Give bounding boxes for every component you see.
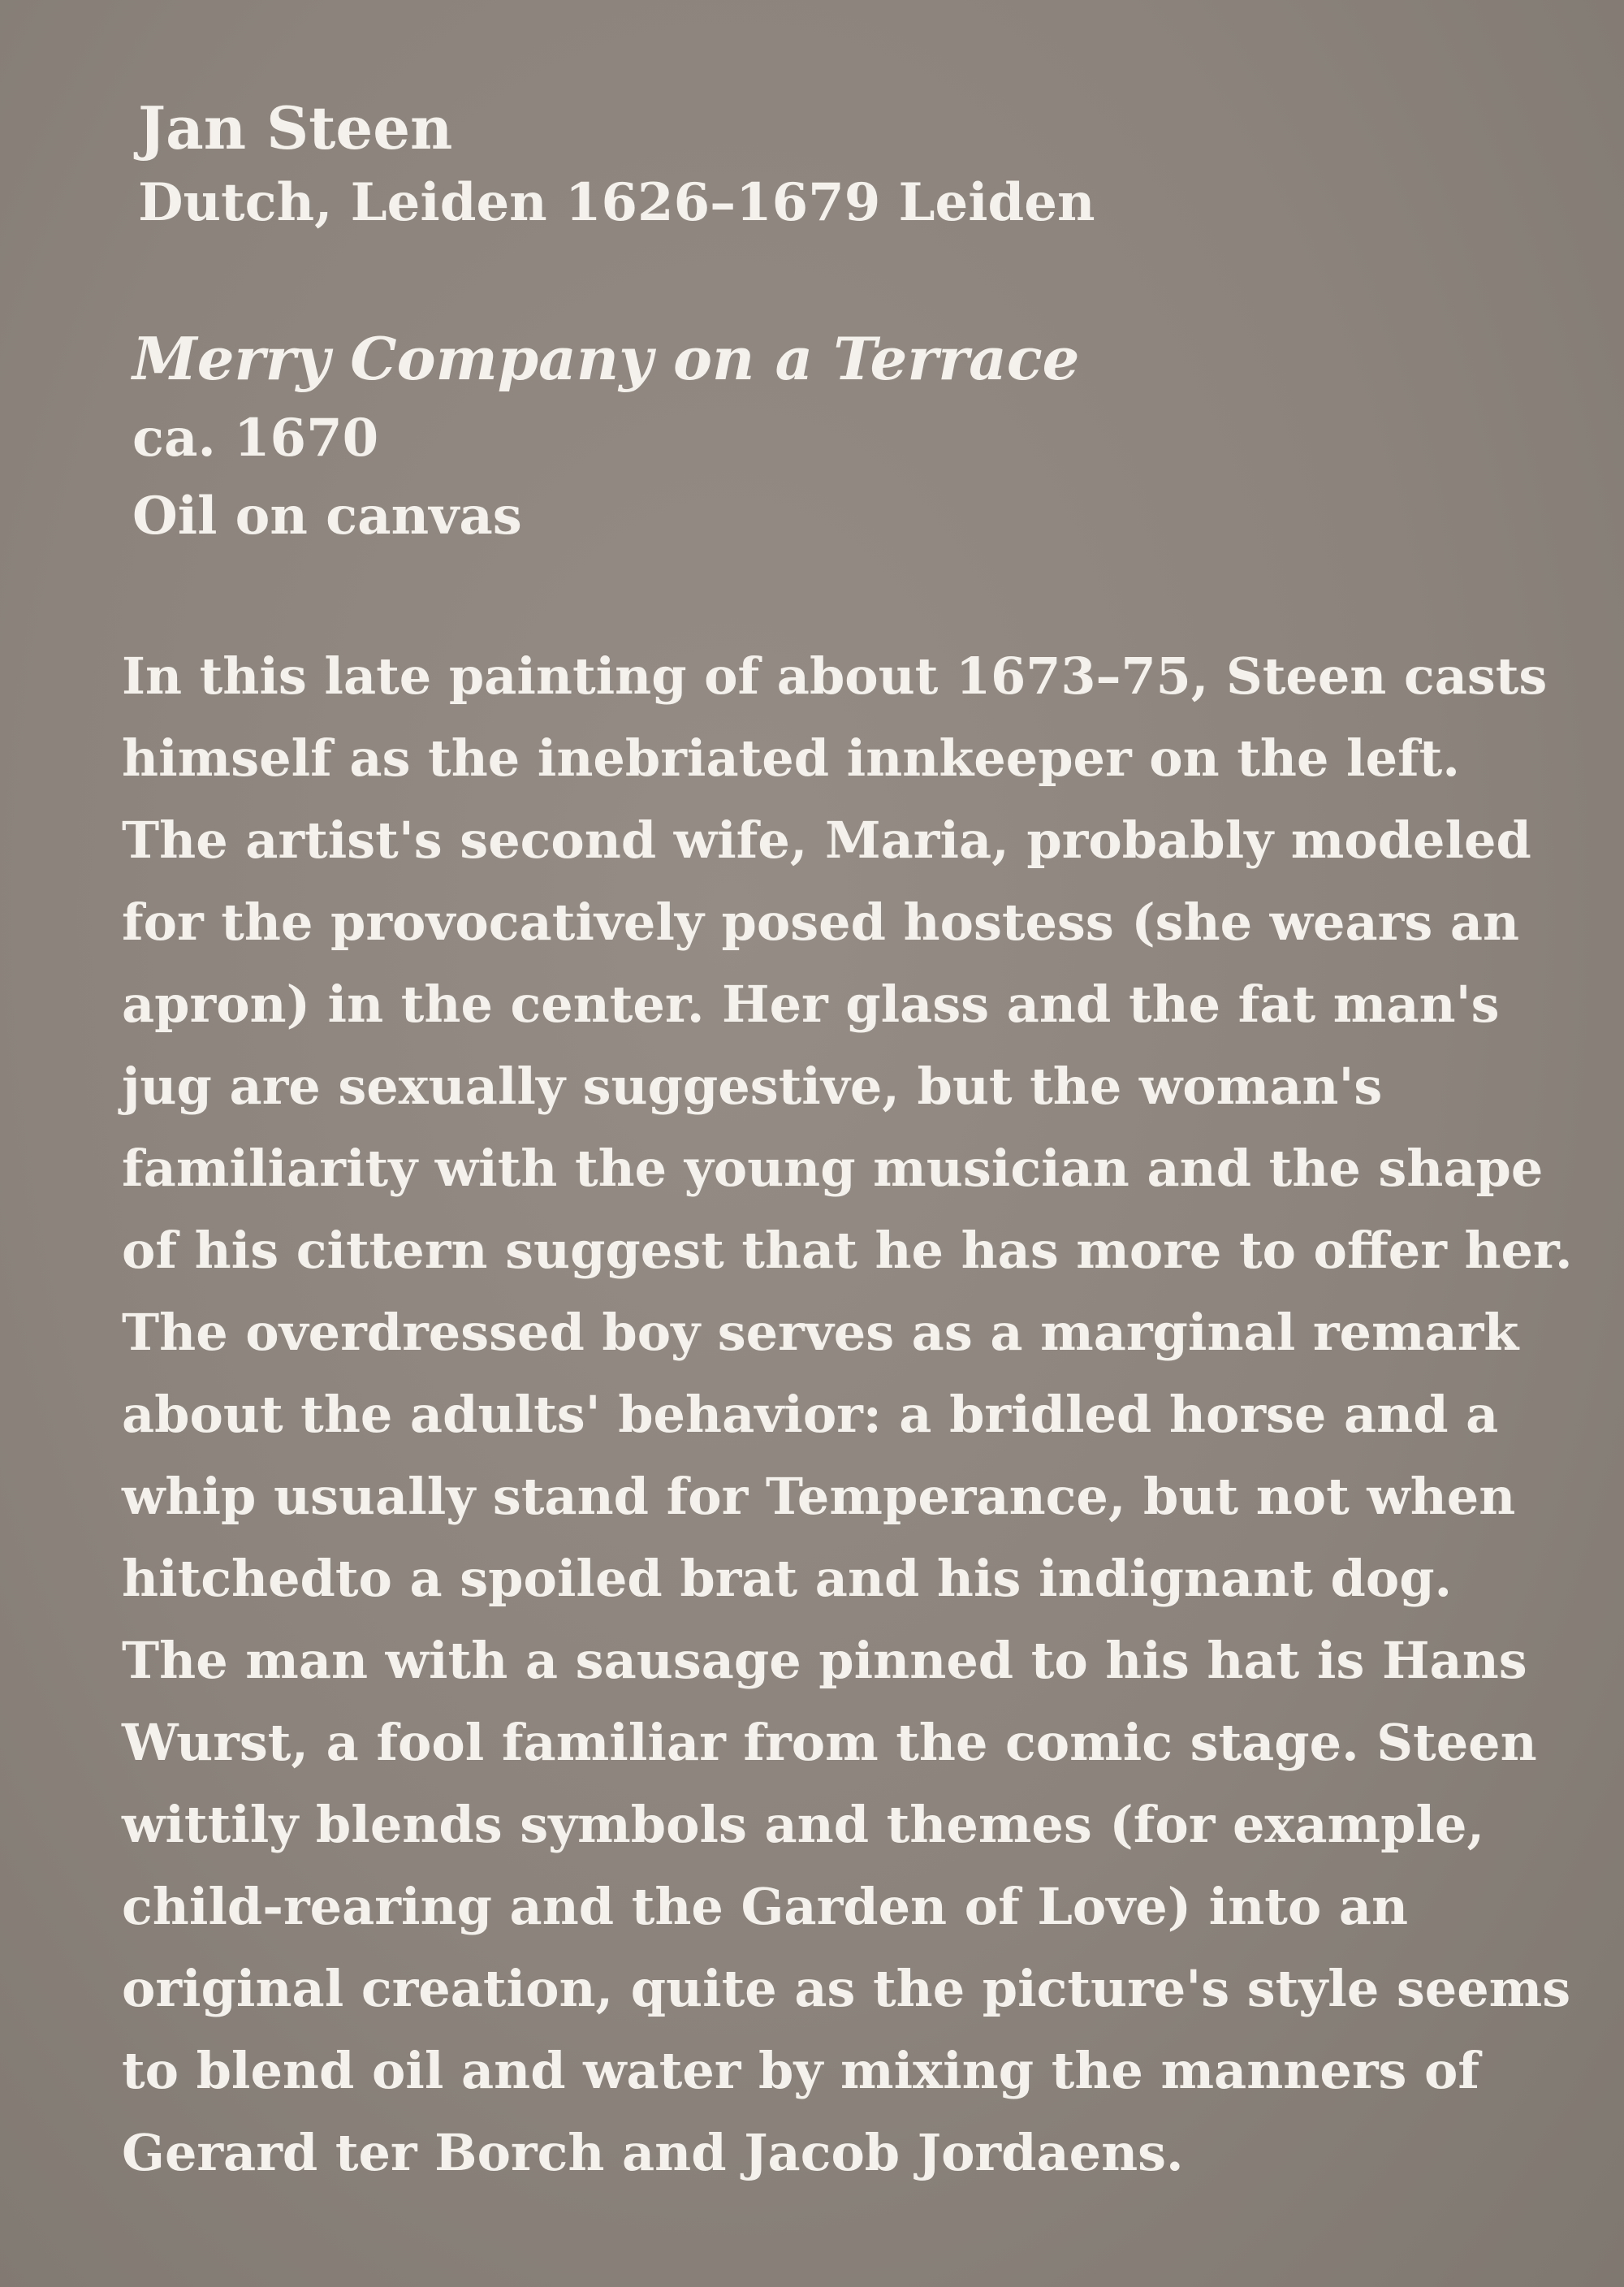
description-line: himself as the inebriated innkeeper on the left. xyxy=(122,728,1460,788)
description-line: The artist's second wife, Maria, probably modeled xyxy=(122,811,1531,870)
description-line: to blend oil and water by mixing the manners of xyxy=(122,2041,1480,2100)
artwork-block xyxy=(132,318,1529,556)
description-line: for the provocatively posed hostess (she wears an xyxy=(122,893,1520,952)
description-line: of his cittern suggest that he has more to offer her. xyxy=(122,1221,1573,1280)
description-line: apron) in the center. Her glass and the fat man's xyxy=(122,975,1500,1034)
description-line: The man with a sausage pinned to his hat is Hans xyxy=(122,1631,1527,1690)
description-line: wittily blends symbols and themes (for example, xyxy=(122,1795,1485,1854)
description-line: original creation, quite as the picture's style seems xyxy=(122,1959,1571,2018)
description-line: In this late painting of about 1673–75, Steen casts xyxy=(122,646,1548,706)
description-line: about the adults' behavior: a bridled horse and a xyxy=(122,1385,1499,1444)
description-line: The overdressed boy serves as a marginal remark xyxy=(122,1303,1519,1362)
artwork-date: ca. 1670 xyxy=(132,408,379,469)
description-text xyxy=(122,635,1573,2194)
artwork-title: Merry Company on a Terrace xyxy=(132,324,1080,393)
artist-name: Jan Steen xyxy=(138,93,453,162)
description-line: whip usually stand for Temperance, but not when xyxy=(122,1467,1516,1526)
artwork-medium: Oil on canvas xyxy=(132,486,522,547)
description-line: Wurst, a fool familiar from the comic stage. Steen xyxy=(122,1713,1537,1772)
description-line: familiarity with the young musician and the shape xyxy=(122,1139,1544,1198)
artist-nationality-dates: Dutch, Leiden 1626–1679 Leiden xyxy=(138,172,1095,233)
description-line: child-rearing and the Garden of Love) into an xyxy=(122,1877,1409,1936)
description-line: Gerard ter Borch and Jacob Jordaens. xyxy=(122,2123,1184,2182)
description-line: jug are sexually suggestive, but the woman's xyxy=(122,1057,1383,1116)
artist-block xyxy=(138,91,1535,240)
description-line: hitchedto a spoiled brat and his indignant dog. xyxy=(122,1549,1453,1608)
